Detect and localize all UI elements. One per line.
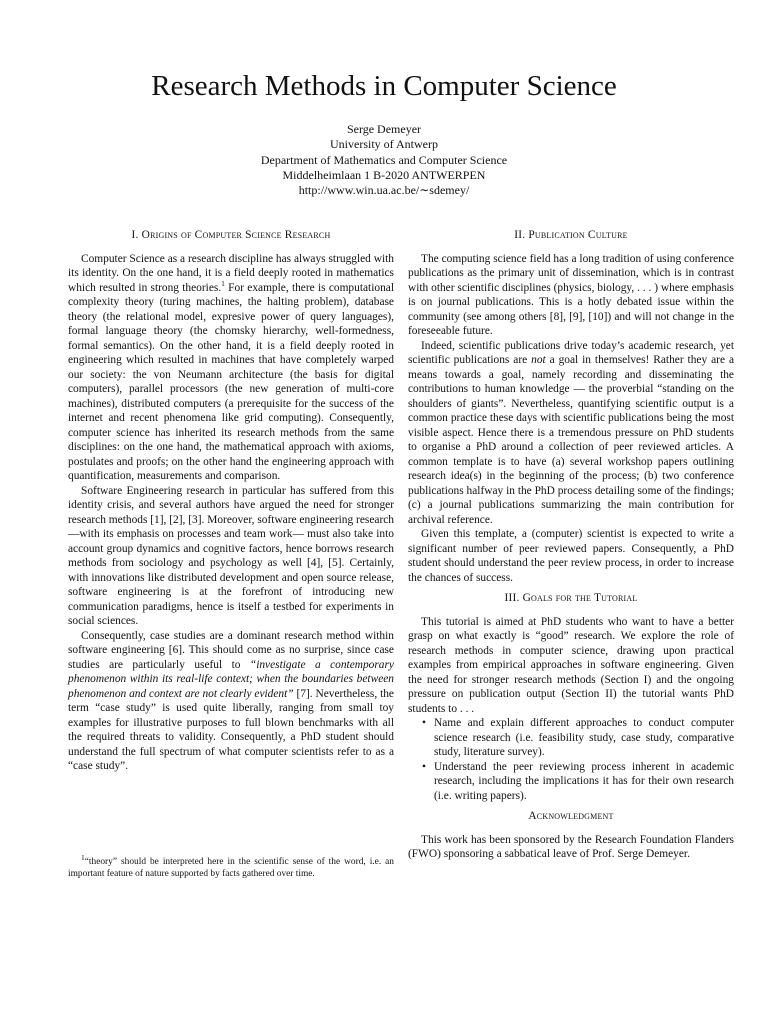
section-number: II. xyxy=(514,229,526,241)
section-title: Goals for the Tutorial xyxy=(522,592,638,604)
paragraph: Consequently, case studies are a dominant research method within software engineering [6]. This should come as no surprise, since case studies are particularly useful to “investigate a contemporary phenomenon within its real-life context; when the boundaries between phenomenon and context are not clearly evident” [7]. Nevertheless, the term “case study” is used quite liberally, ranging from small toy examples for illustrative purposes to full blown benchmarks with all the required threats to validity. Consequently, a PhD student should understand the full spectrum of what computer scientists refer to as a “case study”. xyxy=(68,629,394,772)
footnote-mark: 1 xyxy=(81,852,85,862)
author-affiliation: University of Antwerp xyxy=(330,137,438,152)
left-column xyxy=(68,228,394,774)
section-heading xyxy=(68,228,394,243)
emphasis: not xyxy=(531,354,546,366)
section-number: I. xyxy=(131,229,139,241)
bullet-icon: • xyxy=(422,717,426,729)
author-department: Department of Mathematics and Computer Science xyxy=(260,152,508,167)
paper-title: Research Methods in Computer Science xyxy=(151,70,617,102)
author-address: Middelheimlaan 1 B-2020 ANTWERPEN xyxy=(282,167,486,182)
acknowledgment-text: This work has been sponsored by the Research Foundation Flanders (FWO) sponsoring a sabbatical leave of Prof. Serge Demeyer. xyxy=(408,833,734,860)
section-title: Origins of Computer Science Research xyxy=(141,229,331,241)
paragraph: Indeed, scientific publications drive today’s academic research, yet scientific publications are not a goal in themselves! Rather they are a means towards a goal, namely recording and disseminating the contributions to human knowledge — the proverbial “standing on the shoulders of giants”. Nevertheless, quantifying scientific output is a common practice these days with scientific publications being the most visible aspect. Hence there is a tremendous pressure on PhD students to organise a PhD around a collection of peer reviewed articles. A common template is to have (a) several workshop papers outlining research idea(s) in the beginning of the process; (b) two conference publications halfway in the PhD process detailing some of the findings; (c) a journal publications summarizing the main contribution for archival reference. xyxy=(408,339,734,526)
section-number: III. xyxy=(504,592,520,604)
right-column xyxy=(408,228,734,862)
footnote-mark: 1 xyxy=(221,278,225,288)
author-url[interactable]: http://www.win.ua.ac.be/∼sdemey/ xyxy=(298,183,470,198)
paragraph: Software Engineering research in particular has suffered from this identity crisis, and several authors have argued the need for stronger research methods [1], [2], [3]. Moreover, software engineering research —with its emphasis on processes and team work— must also take into account group dynamics and cognitive factors, hence borrows research methods from sociology and psychology as well [4], [5]. Certainly, with innovations like distributed development and open source release, software engineering is at the forefront of introducing new communication paradigms, hence is itself a testbed for experiments in social sciences. xyxy=(68,484,394,627)
acknowledgment-heading: Acknowledgment xyxy=(528,810,614,822)
list-item: • Understand the peer reviewing process inherent in academic research, including the implications it has for their own research (i.e. writing papers). xyxy=(422,760,734,802)
footnote-text: “theory” should be interpreted here in the scientific sense of the word, i.e. an important feature of nature supported by facts gathered over time. xyxy=(68,857,394,879)
section-heading xyxy=(408,228,734,243)
bullet-icon: • xyxy=(422,760,426,773)
quote: “investigate a contemporary phenomenon within its real-life context; when the boundaries between phenomenon and context are not clearly evident” xyxy=(68,658,394,700)
paragraph: The computing science field has a long tradition of using conference publications as the primary unit of dissemination, which is in contrast with other scientific disciplines (physics, biology, . . . ) where emphasis is on journal publications. This is a hotly debated issue within the community (see among others [8], [9], [10]) and will not change in the foreseeable future. xyxy=(408,252,734,337)
section-heading xyxy=(408,591,734,606)
paragraph: This tutorial is aimed at PhD students who want to have a better grasp on what exactly is “good” research. We explore the role of research methods in computer science, drawing upon practical examples from empirical approaches in software engineering. Given the need for stronger research methods (Section I) and the ongoing pressure on publication output (Section II) the tutorial wants PhD students to . . . xyxy=(408,615,734,715)
paragraph: Given this template, a (computer) scientist is expected to write a significant number of peer reviewed papers. Consequently, a PhD student should understand the peer review process, in order to increase the chances of success. xyxy=(408,528,734,584)
goal-list xyxy=(408,716,734,803)
footnote xyxy=(68,852,394,880)
section-title: Publication Culture xyxy=(528,229,628,241)
author-name: Serge Demeyer xyxy=(346,122,422,136)
list-item: • Name and explain different approaches to conduct computer science research (i.e. feasibility study, case study, comparative study, literature survey). xyxy=(422,717,734,758)
author-block xyxy=(0,122,768,198)
paragraph: Computer Science as a research discipline has always struggled with its identity. On the one hand, it is a field deeply rooted in mathematics which resulted in strong theories.$^1$ For example, there is computational complexity theory (turing machines, the halting problem), database theory (the relational model, expresive power of query languages), formal language theory (the chomsky hierarchy, well-formedness, formal semantics). On the other hand, it is a field deeply rooted in engineering which resulted in machines that have completely warped our society: the von Neumann architecture (the basis for digital computers), parallel processors (the new generation of multi-core machines), distributed computers (a prerequisite for the success of the internet and recent phenomena like grid computing). Consequently, computer science has inherited its research methods from the same disciplines: on the one hand, the mathematical approach with axioms, postulates and proofs; on the other hand the engineering approach with quantification, measurements and comparison. xyxy=(68,252,394,482)
